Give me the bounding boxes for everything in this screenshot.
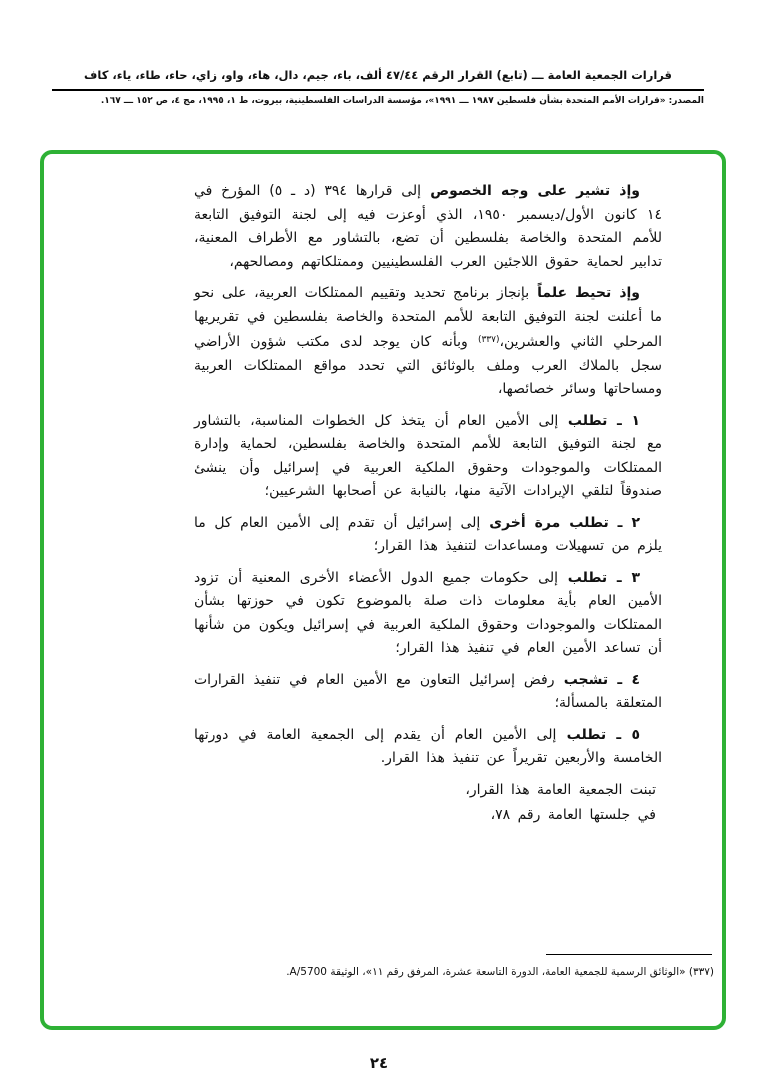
paragraph-lead: ١ ـ تطلب: [558, 412, 640, 429]
paragraph-rest: بإنجاز برنامج تحديد وتقييم الممتلكات العربية، على نحو ما أعلنت لجنة التوفيق التابعة للأمم المتحدة والخاصة بفلسطين في تقريريها المرحلي الثاني والعشرين،: [194, 285, 663, 350]
paragraph-rest: إلى إسرائيل أن تقدم إلى الأمين العام كل ما يلزم من تسهيلات ومساعدات لتنفيذ هذا القرار؛: [194, 514, 662, 554]
document-header: [52, 68, 704, 106]
paragraph-rest: إلى الأمين العام أن يقدم إلى الجمعية العامة في دورتها الخامسة والأربعين تقريراً عن تنفيذ هذا القرار.: [194, 726, 662, 766]
paragraph-lead: وإذ تحيط علماً: [529, 285, 641, 301]
page-number: ٢٤: [369, 1054, 389, 1072]
footnote: (٣٣٧) «الوثائق الرسمية للجمعية العامة، الدورة التاسعة عشرة، المرفق رقم ١١»، الوثيقة A/5700.: [286, 966, 714, 978]
paragraph: [194, 282, 662, 402]
paragraph-rest: إلى قرارها ٣٩٤ (د ـ ٥) المؤرخ في ١٤ كانون الأول/ديسمبر ١٩٥٠، الذي أوعزت فيه إلى لجنة التوفيق التابعة للأمم المتحدة والخاصة بفلسطين أن تضع، بالتشاور مع الأطراف المعنية، تدابير لحماية حقوق اللاجئين العرب الفلسطينيين وممتلكاتهم ومصالحهم،: [194, 183, 662, 270]
paragraph-rest: إلى الأمين العام أن يتخذ كل الخطوات المناسبة، بالتشاور مع لجنة التوفيق التابعة للأمم المتحدة والخاصة بفلسطين، لحماية وإدارة الممتلكات والموجودات وحقوق الملكية العربية في إسرائيل وأن ينشئ صندوقاً لتلقي الإيرادات الآتية منها، بالنيابة عن أصحابها الشرعيين؛: [194, 412, 662, 499]
header-rule: [52, 89, 704, 91]
paragraph: [194, 512, 662, 559]
footnote-block: [284, 954, 714, 982]
paragraph: [194, 567, 662, 661]
paragraph-rest: رفض إسرائيل التعاون مع الأمين العام في تنفيذ القرارات المتعلقة بالمسألة؛: [194, 671, 662, 711]
footnote-rule: [546, 954, 712, 955]
paragraph: [194, 724, 662, 771]
paragraph-rest: إلى حكومات جميع الدول الأعضاء الأخرى المعنية أن تزود الأمين العام بأية معلومات ذات صلة بالموضوع تكون في حوزتها بشأن الممتلكات والموجودات وحقوق الملكية العربية في إسرائيل ويكون من شأنها أن تساعد الأمين العام في تنفيذ هذا القرار؛: [194, 569, 662, 656]
paragraph-lead: ٣ ـ تطلب: [558, 569, 640, 586]
closing-line: في جلستها العامة رقم ٧٨،: [490, 807, 656, 823]
source-line: المصدر: «قرارات الأمم المتحدة بشأن فلسطين ١٩٨٧ ـــ ١٩٩١»، مؤسسة الدراسات الفلسطينية، بيروت، ط ١، ١٩٩٥، مج ٤، ص ١٥٢ ـــ ١٦٧.: [100, 96, 704, 106]
paragraph-lead: ٥ ـ تطلب: [556, 726, 640, 743]
paragraph-lead: ٤ ـ تشجب: [554, 671, 640, 688]
resolution-box: [40, 150, 726, 1030]
paragraph-lead: ٢ ـ تطلب مرة أخرى: [480, 514, 640, 531]
paragraph-rest: وبأنه كان يوجد لدى مكتب شؤون الأراضي سجل بالملاك العرب وملف بالوثائق التي تحدد مواقع الممتلكات العربية ومساحاتها وسائر خصائصها،: [194, 334, 662, 397]
page-title: قرارات الجمعية العامة ـــ (تابع) القرار الرقم ٤٧/٤٤ ألف، باء، جيم، دال، هاء، واو، زاي، حاء، طاء، ياء، كاف: [84, 68, 672, 82]
paragraph: [194, 180, 662, 274]
resolution-text: [194, 180, 662, 830]
closing-line: تبنت الجمعية العامة هذا القرار،: [465, 781, 656, 798]
paragraph: [194, 410, 662, 504]
footnote-ref: (٣٣٧): [477, 335, 500, 345]
paragraph-lead: وإذ تشير على وجه الخصوص: [421, 183, 640, 199]
paragraph: [194, 669, 662, 716]
